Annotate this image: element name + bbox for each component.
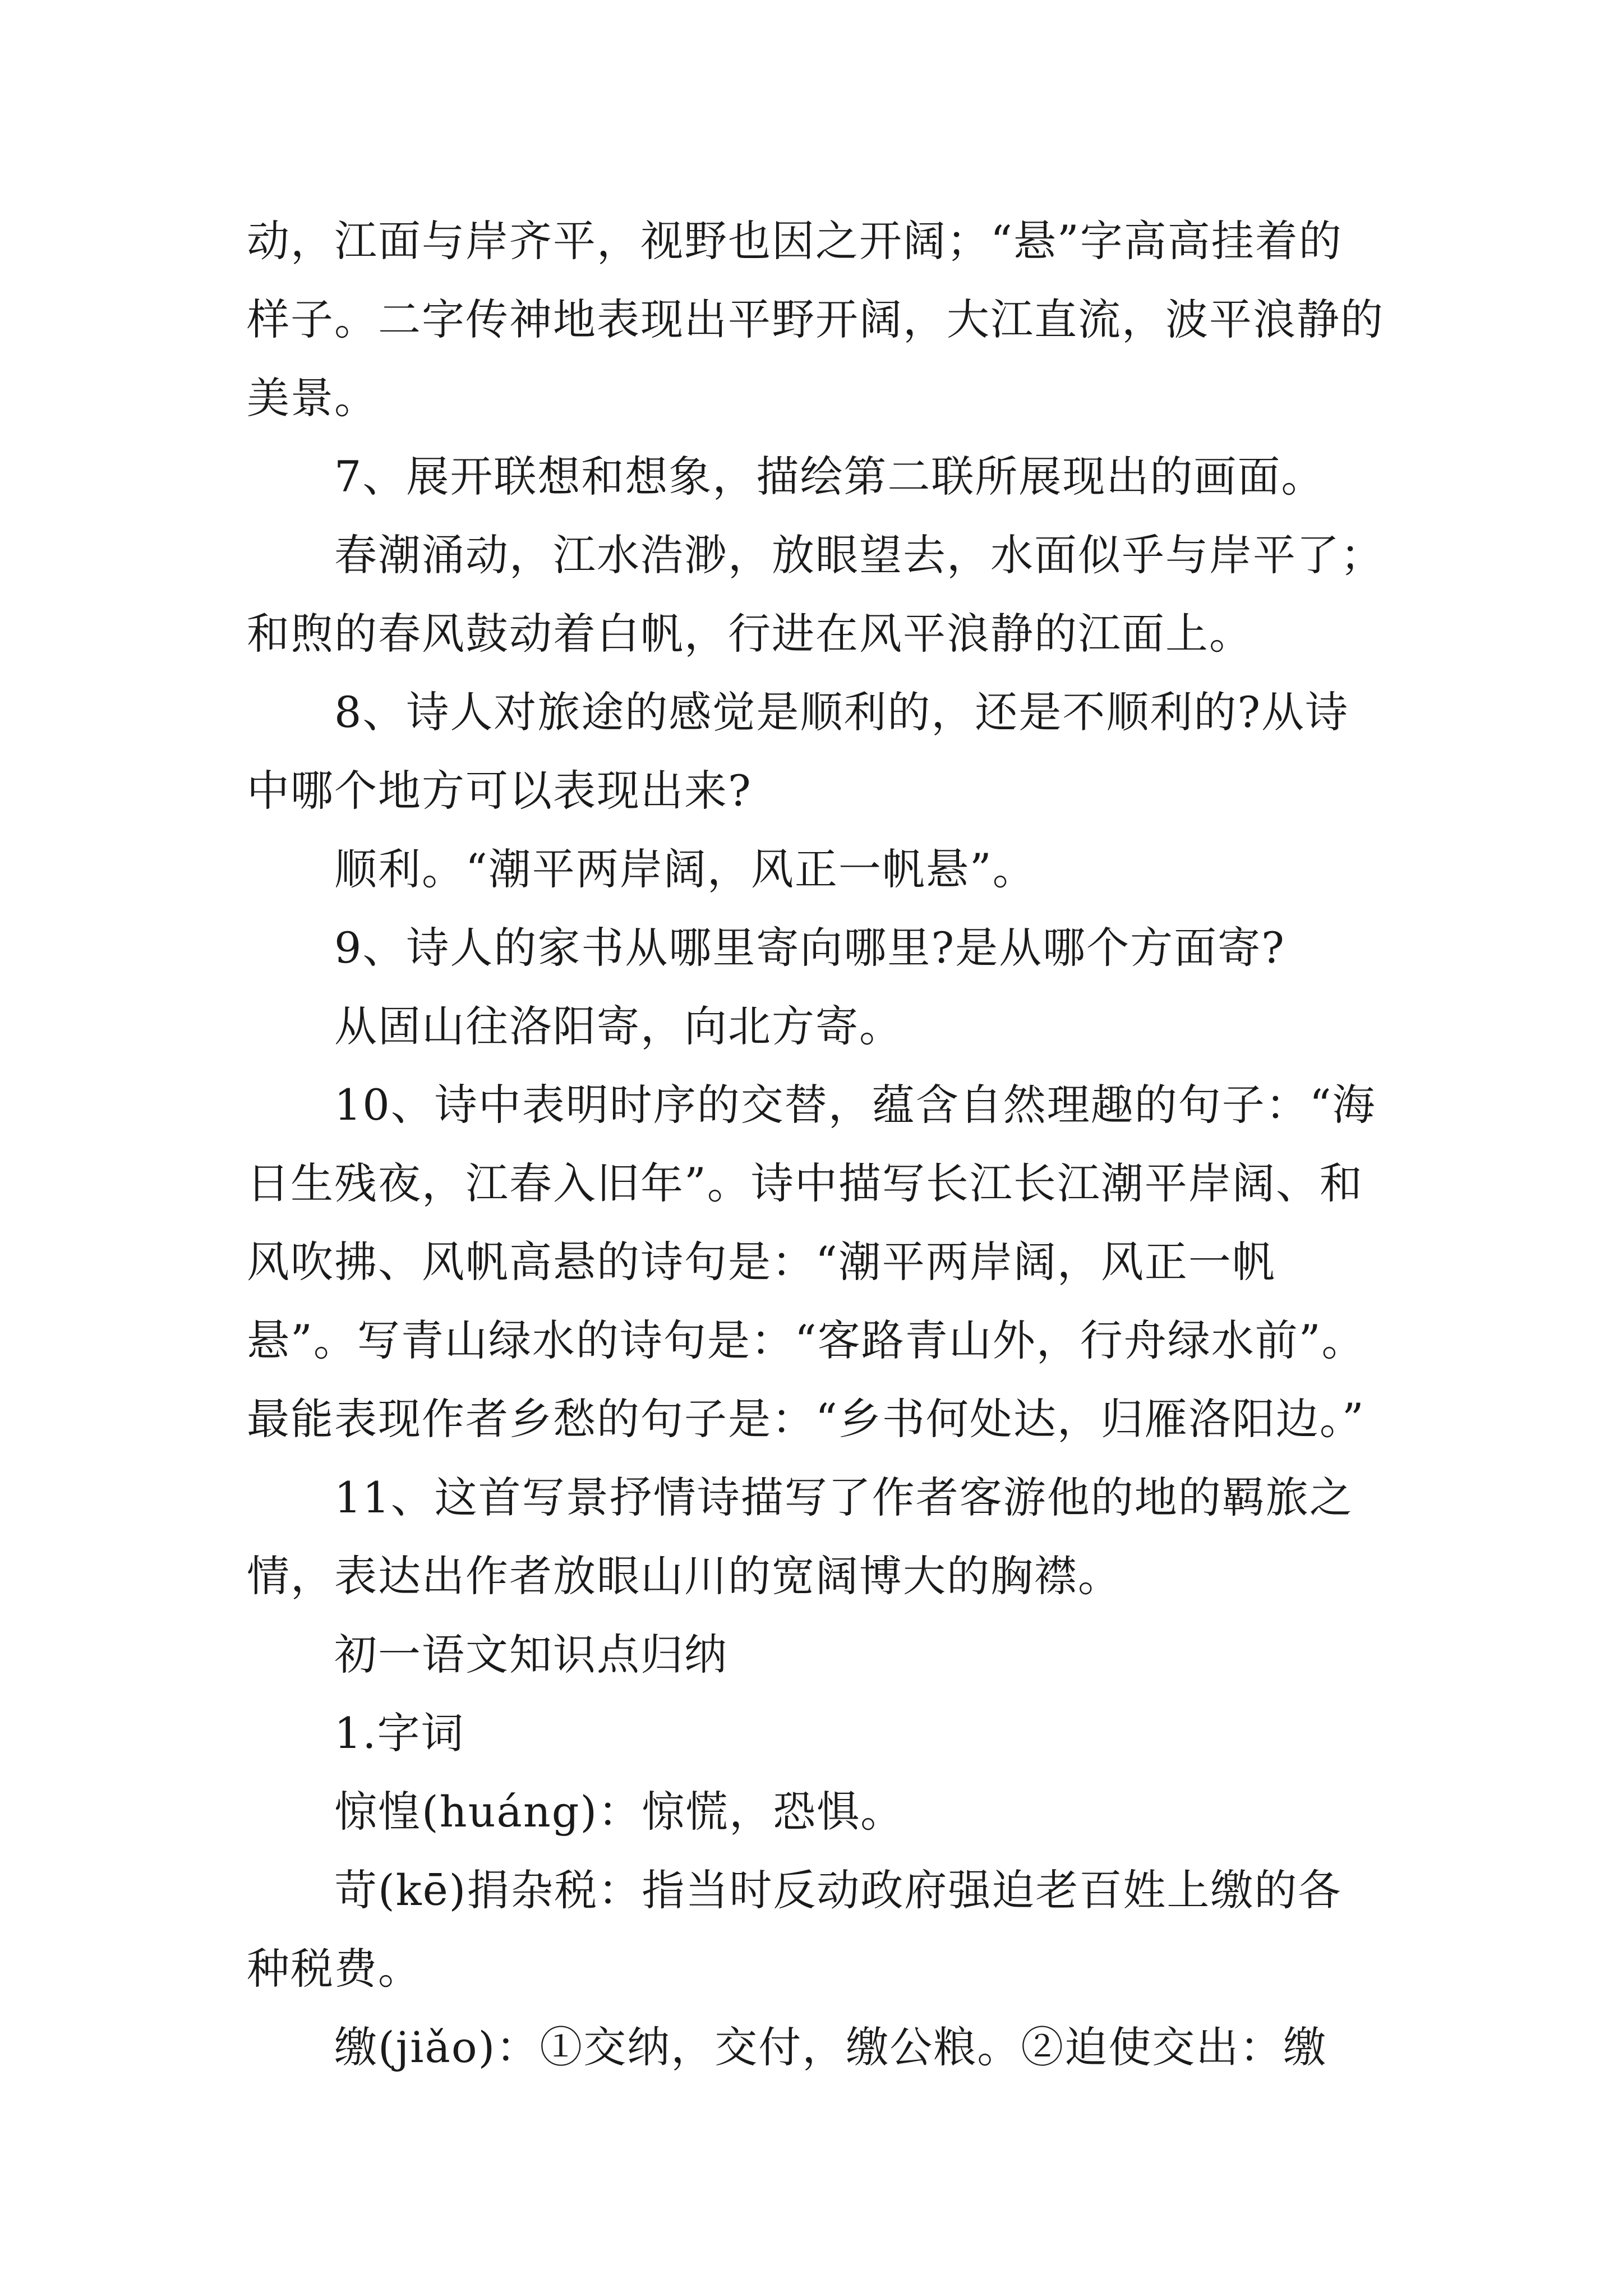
paragraph-answer-7: 春潮涌动，江水浩渺，放眼望去，水面似乎与岸平了；和煦的春风鼓动着白帆，行进在风平浪静的江面上。 — [247, 530, 1384, 659]
paragraph-question-8: 8、诗人对旅途的感觉是顺利的，还是不顺利的?从诗中哪个地方可以表现出来? — [247, 687, 1349, 816]
document-body — [247, 202, 1385, 2087]
vocab-entry-kejuanzashui: 苛(kē)捐杂税：指当时反动政府强迫老百姓上缴的各种税费。 — [247, 1865, 1342, 1994]
paragraph-question-7: 7、展开联想和想象，描绘第二联所展现出的画面。 — [334, 452, 1325, 501]
subsection-heading: 1.字词 — [334, 1708, 465, 1758]
paragraph-item-11: 11、这首写景抒情诗描写了作者客游他的地的羁旅之情，表达出作者放眼山川的宽阔博大的胸襟。 — [247, 1473, 1353, 1601]
paragraph-answer-9: 从固山往洛阳寄，向北方寄。 — [334, 1001, 903, 1051]
paragraph-question-9: 9、诗人的家书从哪里寄向哪里?是从哪个方面寄? — [334, 923, 1285, 973]
paragraph-continuation-poem-analysis: 动，江面与岸齐平，视野也因之开阔；“悬”字高高挂着的样子。二字传神地表现出平野开阔，大江直流，波平浪静的美景。 — [247, 216, 1384, 423]
vocab-entry-jiao: 缴(jiǎo)：①交纳，交付，缴公粮。②迫使交出：缴 — [334, 2022, 1327, 2072]
paragraph-item-10: 10、诗中表明时序的交替，蕴含自然理趣的句子：“海日生残夜，江春入旧年”。诗中描写长江长江潮平岸阔、和风吹拂、风帆高悬的诗句是：“潮平两岸阔，风正一帆悬”。写青山绿水的诗句是：“客路青山外，行舟绿水前”。最能表现作者乡愁的句子是：“乡书何处达，归雁洛阳边。” — [247, 1080, 1376, 1444]
paragraph-answer-8: 顺利。“潮平两岸阔，风正一帆悬”。 — [334, 844, 1036, 894]
vocab-entry-jinghuang: 惊惶(huáng)：惊慌，恐惧。 — [334, 1787, 905, 1837]
section-heading: 初一语文知识点归纳 — [334, 1630, 728, 1680]
